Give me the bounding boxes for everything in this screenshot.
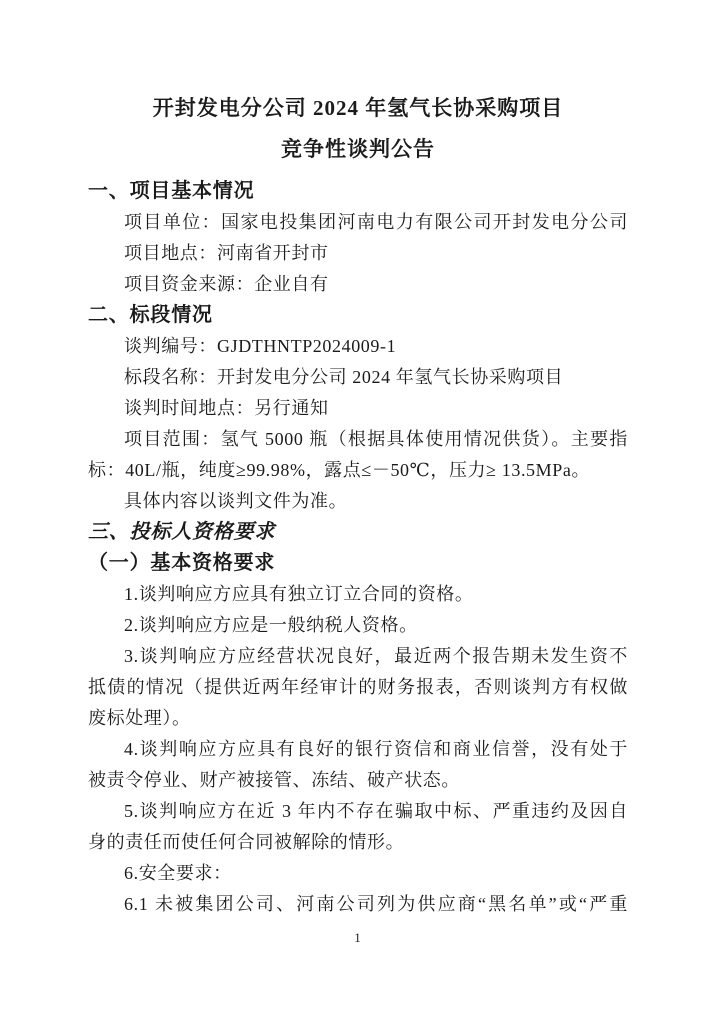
document-line: 5.谈判响应方在近 3 年内不存在骗取中标、严重违约及因自: [124, 801, 628, 821]
document-line: 3.谈判响应方应经营状况良好，最近两个报告期未发生资不: [124, 646, 628, 666]
document-content: [88, 88, 628, 920]
document-line: 具体内容以谈判文件为准。: [124, 491, 348, 511]
heading-line: （一）基本资格要求: [88, 552, 276, 574]
document-line: 6.1 未被集团公司、河南公司列为供应商“黑名单”或“严重: [124, 894, 628, 914]
document-line: 标：40L/瓶，纯度≥99.98%，露点≤－50℃，压力≥ 13.5MPa。: [88, 460, 591, 480]
page-number-footer: 1: [354, 930, 361, 945]
document-line: 身的责任而使任何合同被解除的情形。: [88, 832, 405, 852]
document-body: [88, 176, 628, 920]
document-line: 废标处理）。: [88, 708, 191, 728]
document-line: 谈判时间地点：另行通知: [124, 398, 329, 418]
document-line: 项目单位：国家电投集团河南电力有限公司开封发电分公司: [124, 212, 628, 232]
document-title: 开封发电分公司 2024 年氢气长协采购项目: [152, 96, 564, 120]
document-line: 项目范围：氢气 5000 瓶（根据具体使用情况供货）。主要指: [124, 429, 628, 449]
document-line: 项目资金来源：企业自有: [124, 274, 329, 294]
document-line: 2.谈判响应方应是一般纳税人资格。: [124, 615, 418, 635]
document-subtitle: 竞争性谈判公告: [281, 137, 435, 161]
document-line: 项目地点：河南省开封市: [124, 243, 329, 263]
heading-line: 三、投标人资格要求: [88, 521, 276, 543]
document-line: 4.谈判响应方应具有良好的银行资信和商业信誉，没有处于: [124, 739, 628, 759]
document-line: 6.安全要求：: [124, 863, 232, 883]
document-line: 1.谈判响应方应具有独立订立合同的资格。: [124, 584, 474, 604]
document-line: 标段名称：开封发电分公司 2024 年氢气长协采购项目: [124, 367, 564, 387]
heading-line: 二、标段情况: [88, 304, 213, 326]
document-line: 谈判编号：GJDTHNTP2024009-1: [124, 336, 397, 356]
document-line: 被责令停业、财产被接管、冻结、破产状态。: [88, 770, 460, 790]
document-line: 抵债的情况（提供近两年经审计的财务报表，否则谈判方有权做: [88, 677, 628, 697]
heading-line: 一、项目基本情况: [88, 180, 255, 202]
